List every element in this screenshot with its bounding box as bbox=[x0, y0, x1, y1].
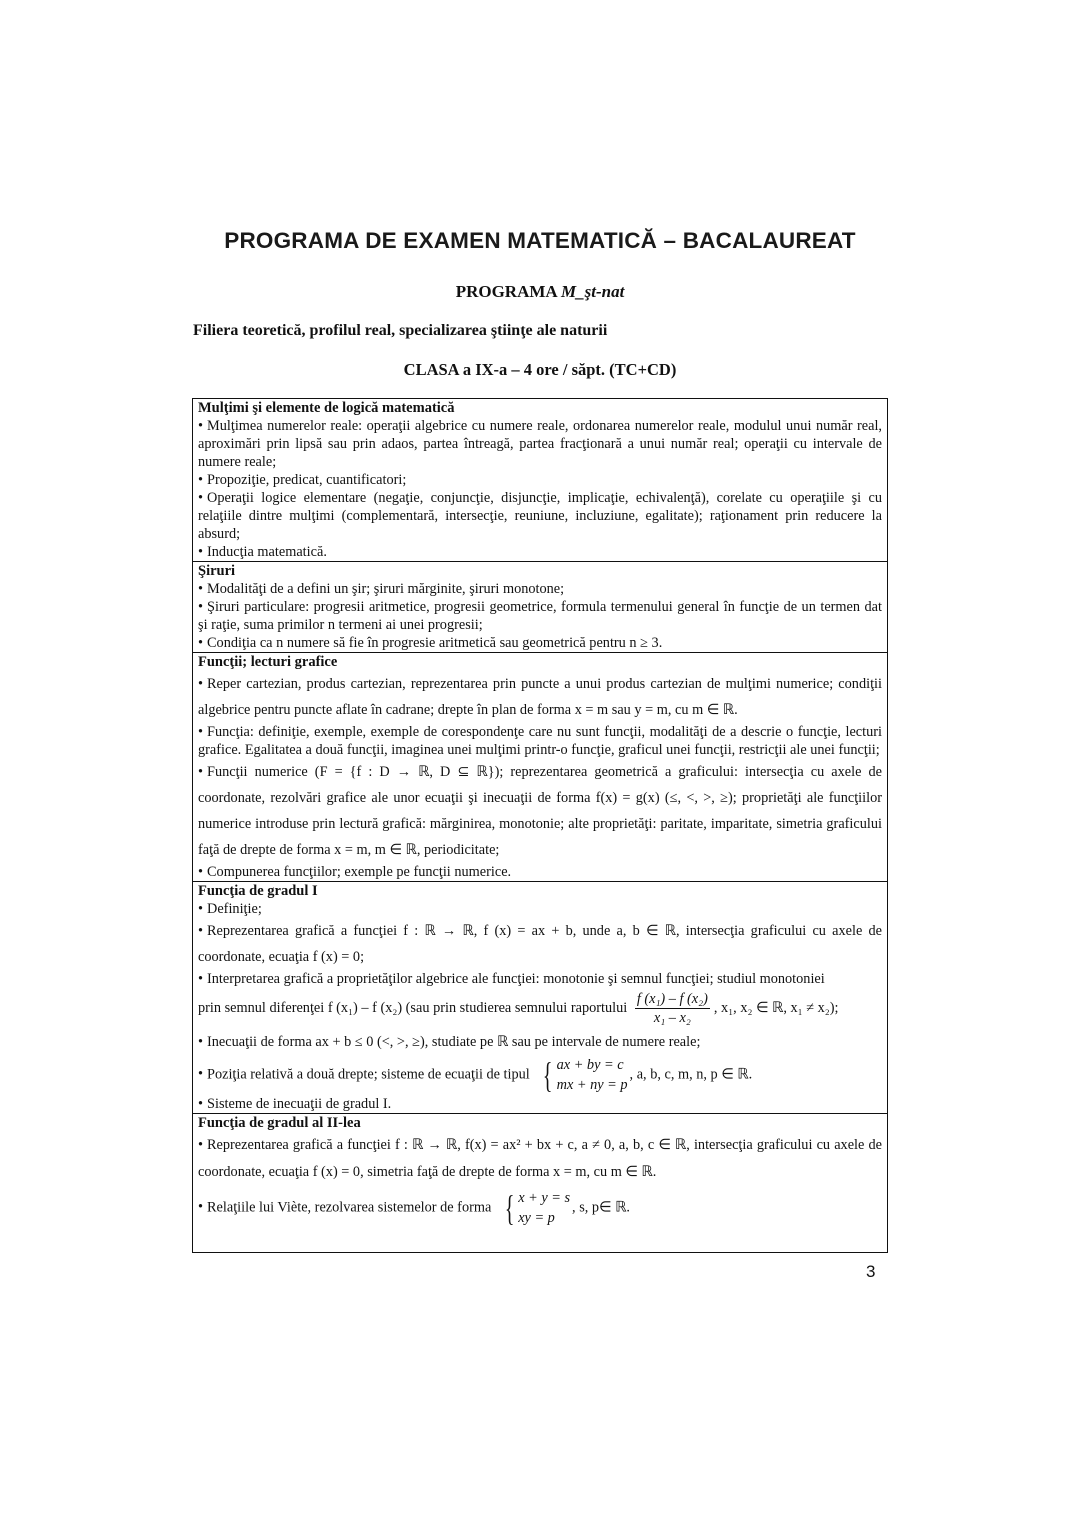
list-item: • Definiţie; bbox=[198, 901, 262, 917]
list-item: • Condiţia ca n numere să fie în progresie aritmetică sau geometrică pentru n ≥ 3. bbox=[198, 635, 663, 651]
bullet-icon: • bbox=[198, 901, 204, 917]
section-multimi-logica bbox=[193, 399, 887, 561]
list-item: • Operaţii logice elementare (negaţie, conjuncţie, disjuncţie, implicaţie, echivalenţă), corelate cu operaţiile şi cu relaţiile dintre mulţimi (complementară, intersecţie, reuniune, incluziune, egalitate); raţionament prin reducere la absurd; bbox=[198, 490, 882, 542]
bullet-icon: • bbox=[198, 472, 204, 488]
difference-ratio-fraction: $\frac{\text{f (x₁) – f (x₂)}}{\text{x₁ – x₂}}$ bbox=[636, 991, 708, 1026]
bullet-icon: • bbox=[198, 1066, 204, 1083]
bullet-icon: • bbox=[198, 599, 204, 615]
bullet-icon: • bbox=[198, 1199, 204, 1216]
bullet-icon: • bbox=[198, 1137, 204, 1153]
section-functia-gradul-ii bbox=[193, 1113, 887, 1252]
list-item: • Propoziţie, predicat, cuantificatori; bbox=[198, 472, 407, 488]
list-item: • Inducţia matematică. bbox=[198, 544, 327, 560]
page-number: 3 bbox=[866, 1262, 876, 1281]
program-subtitle bbox=[0, 282, 1080, 302]
section-title: Şiruri bbox=[198, 563, 236, 579]
syllabus-table bbox=[192, 398, 888, 1253]
list-item: • Reprezentarea grafică a funcţiei f : ℝ → ℝ, f(x) = ax² + bx + c, a ≠ 0, a, b, c ∈ ℝ, intersecţia graficului cu axele de coordonate, ecuaţia f (x) = 0, simetria faţă de drepte de forma x = m, cu m ∈ ℝ. bbox=[198, 1137, 882, 1180]
bullet-icon: • bbox=[198, 1096, 204, 1112]
class-hours-heading: CLASA a IX-a – 4 ore / săpt. (TC+CD) bbox=[403, 360, 677, 379]
bullet-icon: • bbox=[198, 635, 204, 651]
bullet-icon: • bbox=[198, 490, 204, 506]
list-item: • Funcţii numerice (F = {f : D → ℝ, D ⊆ ℝ}); reprezentarea geometrică a graficului: intersecţia cu axele de coordonate, rezolvări grafice ale unor ecuaţii şi inecuaţii de forma f(x) = g(x) (≤, <, >, ≥); proprietăţi ale funcţiilor numerice introduse prin lectură grafică: mărginirea, monotonie; alte proprietăţi: paritate, imparitate, simetria graficului faţă de drepte de forma x = m, m ∈ ℝ, periodicitate; bbox=[198, 764, 882, 858]
list-item: • Funcţia: definiţie, exemple, exemple de corespondenţe care nu sunt funcţii, modalităţi de a descrie o funcţie, lecturi grafice. Egalitatea a două funcţii, imaginea unei mulţimi printr-o funcţie, graficul unei funcţii, restricţii ale unei funcţii; bbox=[198, 724, 882, 758]
bullet-icon: • bbox=[198, 418, 204, 434]
section-siruri bbox=[193, 561, 887, 652]
viete-system: { x + y = s xy = p bbox=[504, 1188, 571, 1228]
list-item: • Compunerea funcţiilor; exemple pe funcţii numerice. bbox=[198, 864, 512, 880]
list-item: • Interpretarea grafică a proprietăţilor algebrice ale funcţiei: monotonie şi semnul funcţiei; studiul monotoniei bbox=[198, 971, 825, 987]
bullet-icon: • bbox=[198, 864, 204, 880]
bullet-icon: • bbox=[198, 676, 204, 692]
list-item: • Reprezentarea grafică a funcţiei f : ℝ → ℝ, f (x) = ax + b, unde a, b ∈ ℝ, intersecţia graficului cu axele de coordonate, ecuaţia f (x) = 0; bbox=[198, 923, 882, 965]
bullet-icon: • bbox=[198, 581, 204, 597]
list-item: • Sisteme de inecuaţii de gradul I. bbox=[198, 1096, 392, 1112]
linear-system: { ax + by = c mx + ny = p bbox=[543, 1055, 628, 1095]
section-title: Funcţii; lecturi grafice bbox=[198, 654, 338, 670]
list-item: • Inecuaţii de forma ax + b ≤ 0 (<, >, ≥), studiate pe ℝ sau pe intervale de numere reale; bbox=[198, 1034, 701, 1050]
bullet-icon: • bbox=[198, 764, 204, 780]
bullet-icon: • bbox=[198, 544, 204, 560]
brace-icon: { bbox=[543, 1055, 553, 1095]
bullet-icon: • bbox=[198, 1034, 204, 1050]
document-title: PROGRAMA DE EXAMEN MATEMATICĂ – BACALAUREAT bbox=[224, 228, 856, 253]
filiera-line: Filiera teoretică, profilul real, specializarea ştiinţe ale naturii bbox=[193, 322, 608, 339]
bullet-icon: • bbox=[198, 923, 204, 939]
subtitle-prefix: PROGRAMA bbox=[455, 282, 561, 301]
list-item: • Reper cartezian, produs cartezian, reprezentarea prin puncte a unui produs cartezian de mulţimi numerice; condiţii algebrice pentru puncte aflate în cadrane; drepte în plan de forma x = m sau y = m, cu m ∈ ℝ. bbox=[198, 676, 882, 718]
section-functii-lecturi-grafice bbox=[193, 652, 887, 881]
bullet-icon: • bbox=[198, 971, 204, 987]
bullet-icon: • bbox=[198, 724, 204, 740]
section-title: Funcţia de gradul I bbox=[198, 883, 318, 899]
list-item: • Şiruri particulare: progresii aritmetice, progresii geometrice, formula termenului general în funcţie de un termen dat şi raţie, suma primilor n termeni ai unei progresii; bbox=[198, 599, 882, 633]
list-item-system: • Poziţia relativă a două drepte; sisteme de ecuaţii de tipul { ax + by = c mx + ny = p , a, b, c, m, n, p ∈ ℝ. bbox=[198, 1055, 753, 1095]
list-item-viete: • Relaţiile lui Viète, rezolvarea sistemelor de forma { x + y = s xy = p , s, p∈ ℝ. bbox=[198, 1188, 630, 1228]
subtitle-program-code: M_şt-nat bbox=[561, 282, 625, 301]
section-functia-gradul-i bbox=[193, 881, 887, 1113]
section-title: Funcţia de gradul al II-lea bbox=[198, 1115, 361, 1131]
section-title: Mulţimi şi elemente de logică matematică bbox=[198, 400, 455, 416]
monotonie-formula-line: prin semnul diferenţei f (x₁) – f (x₂) (sau prin studierea semnului raportului $\frac{\text{f (x₁) – f (x₂)}}{\text{x₁ – x₂}}$ , x₁, x₂ ∈ ℝ, x₁ ≠ x₂); bbox=[198, 991, 839, 1026]
list-item: • Mulţimea numerelor reale: operaţii algebrice cu numere reale, ordonarea numerelor reale, modulul unui număr real, aproximări prin lipsă sau prin adaos, partea întreagă, partea fracţionară a unui număr real; operaţii cu intervale de numere reale; bbox=[198, 418, 882, 470]
list-item: • Modalităţi de a defini un şir; şiruri mărginite, şiruri monotone; bbox=[198, 581, 565, 597]
brace-icon: { bbox=[504, 1188, 515, 1228]
